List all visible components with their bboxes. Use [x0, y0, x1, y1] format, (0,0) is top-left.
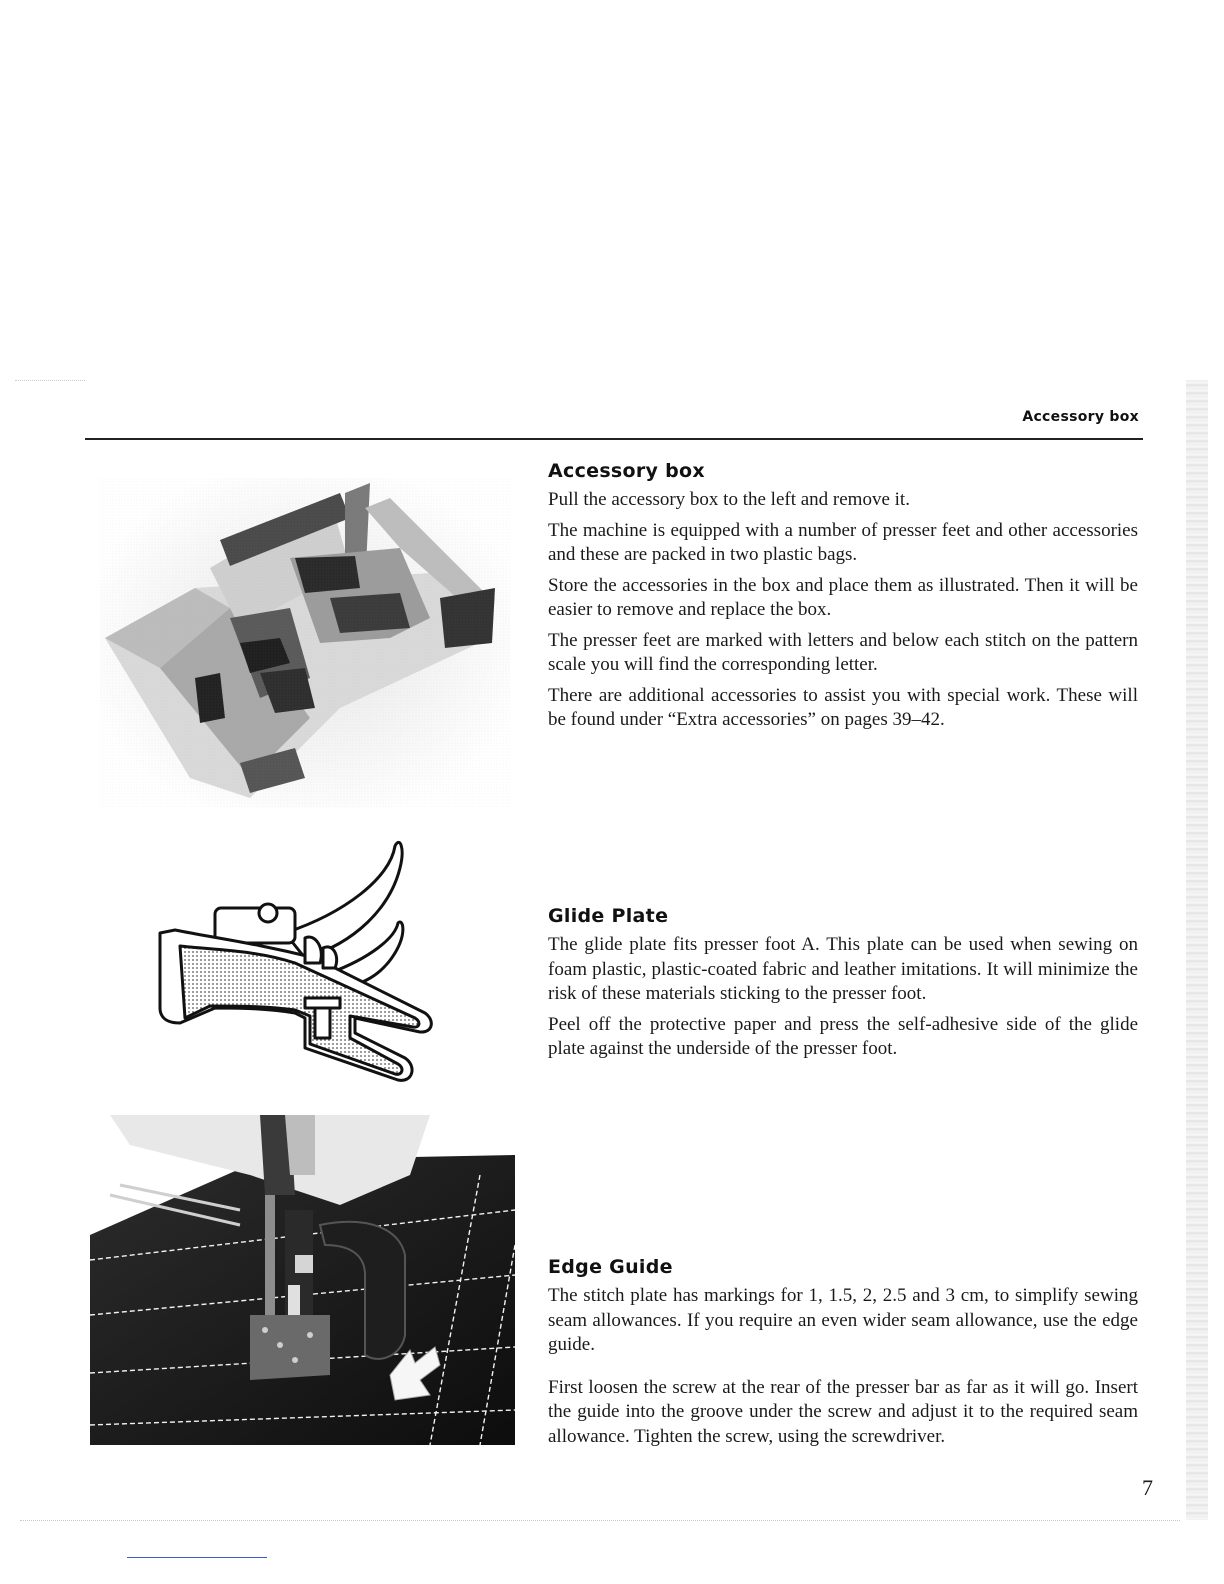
section-glide-plate: [548, 905, 1138, 1068]
paragraph: Pull the accessory box to the left and remove it.: [548, 489, 910, 510]
scan-edge-strip: [1186, 380, 1208, 1520]
paragraph: The glide plate fits presser foot A. This plate can be used when sewing on foam plastic, plastic-coated fabric and leather imitations. It will minimize the risk of these materials sticking to the presser foot.: [548, 934, 1138, 1004]
paragraph: First loosen the screw at the rear of the presser bar as far as it will go. Insert the guide into the groove under the screw and adjust it to the required seam allowance. Tighten the screw, using the screwdriver.: [548, 1376, 1138, 1447]
section-title-accessory-box: Accessory box: [548, 460, 705, 482]
section-edge-guide: [548, 1256, 1138, 1455]
blue-underline: [127, 1557, 267, 1558]
paragraph: The machine is equipped with a number of presser feet and other accessories and these are packed in two plastic bags.: [548, 519, 1138, 565]
scan-dotted-line: [20, 1520, 1180, 1522]
scan-specks: [15, 380, 85, 385]
paragraph: The presser feet are marked with letters and below each stitch on the pattern scale you will find the corresponding letter.: [548, 629, 1138, 675]
paragraph: The stitch plate has markings for 1, 1.5, 2, 2.5 and 3 cm, to simplify sewing seam allowances. If you require an even wider seam allowance, use the edge guide.: [548, 1285, 1138, 1355]
glide-plate-illustration: [155, 838, 440, 1093]
section-title-edge-guide: Edge Guide: [548, 1256, 673, 1278]
page-number: 7: [1142, 1475, 1153, 1500]
paragraph: Store the accessories in the box and place them as illustrated. Then it will be easier to remove and replace the box.: [548, 574, 1138, 620]
paragraph: There are additional accessories to assist you with special work. These will be found under “Extra accessories” on pages 39–42.: [548, 684, 1138, 730]
section-accessory-box: [548, 460, 1138, 739]
edge-guide-photo: [90, 1115, 515, 1445]
running-header: Accessory box: [1022, 409, 1139, 425]
header-rule: [85, 438, 1143, 440]
accessory-box-photo: [100, 478, 510, 808]
paragraph: Peel off the protective paper and press the self-adhesive side of the glide plate against the underside of the presser foot.: [548, 1013, 1138, 1059]
section-title-glide-plate: Glide Plate: [548, 905, 669, 927]
